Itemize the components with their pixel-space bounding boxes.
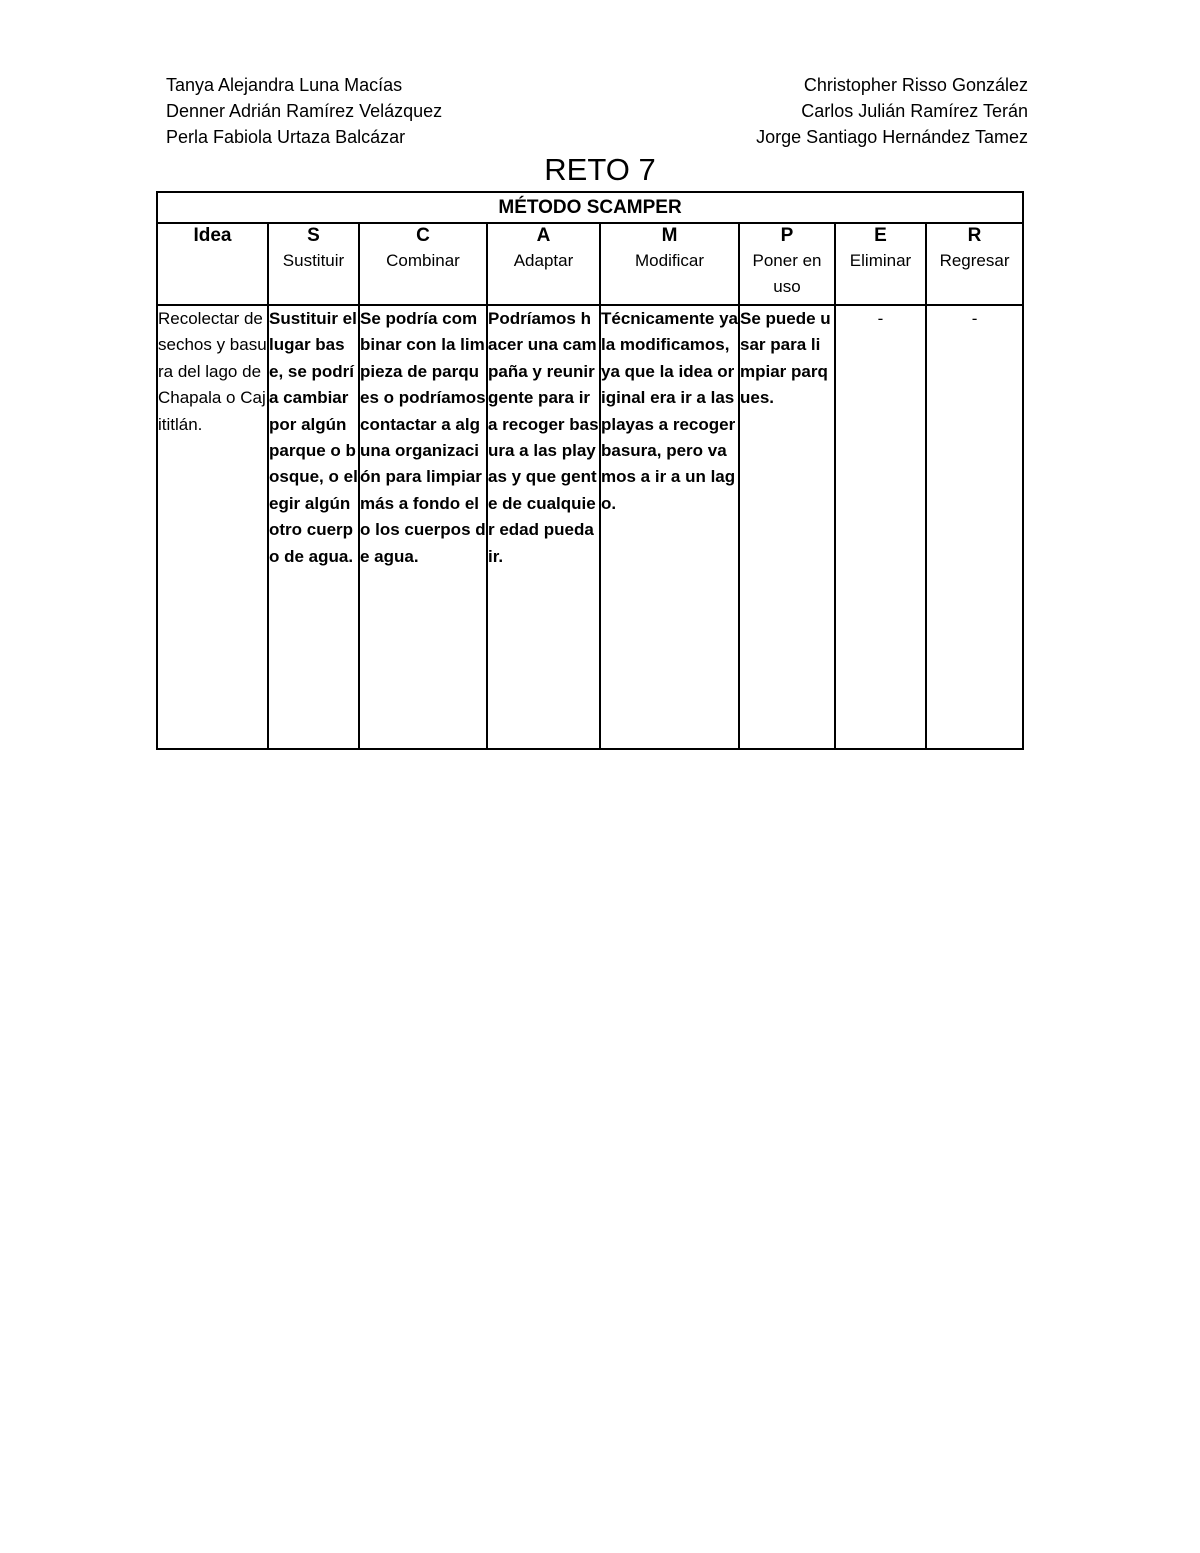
header-word: Eliminar (849, 251, 912, 270)
cell-regresar: - (926, 305, 1023, 749)
cell-idea: Recolectar desechos y basura del lago de Chapala o Cajititlán. (157, 305, 268, 749)
cell-adaptar: Podríamos hacer una campaña y reunir gente para ir a recoger basura a las playas y que gente de cualquier edad pueda ir. (487, 305, 600, 749)
header-word: Sustituir (282, 251, 345, 270)
header-word: Combinar (386, 251, 460, 270)
cell-sustituir: Sustituir el lugar base, se podría cambiar por algún parque o bosque, o elegir algún otro cuerpo de agua. (268, 305, 359, 749)
table-caption: MÉTODO SCAMPER (157, 192, 1023, 223)
cell-eliminar: - (835, 305, 926, 749)
table-header-row (157, 223, 1023, 305)
author-name: Denner Adrián Ramírez Velázquez (166, 101, 443, 121)
header-word: Regresar (939, 251, 1010, 270)
authors-left (166, 72, 442, 150)
author-name: Christopher Risso González (803, 75, 1028, 95)
page-title: RETO 7 (544, 152, 656, 187)
header-e (835, 223, 926, 305)
cell-poner-en-uso: Se puede usar para limpiar parques. (739, 305, 835, 749)
header-s (268, 223, 359, 305)
header-letter: Idea (193, 225, 232, 246)
header-a (487, 223, 600, 305)
author-name: Carlos Julián Ramírez Terán (801, 101, 1028, 121)
header-letter: S (307, 225, 320, 246)
header-r (926, 223, 1023, 305)
table-caption-row (157, 192, 1023, 223)
header-p (739, 223, 835, 305)
header-letter: M (661, 225, 678, 246)
author-name: Tanya Alejandra Luna Macías (166, 75, 403, 95)
header-letter: P (780, 225, 794, 246)
author-name: Jorge Santiago Hernández Tamez (756, 127, 1028, 147)
authors-right (756, 72, 1028, 150)
scamper-table (156, 191, 1024, 750)
header-letter: E (874, 225, 887, 246)
header-word: Modificar (635, 251, 704, 270)
header-word: Poner en uso (752, 251, 822, 296)
header-c (359, 223, 487, 305)
cell-modificar: Técnicamente ya la modificamos, ya que la idea original era ir a las playas a recoger basura, pero vamos a ir a un lago. (600, 305, 739, 749)
header-letter: C (416, 225, 430, 246)
table-row (157, 305, 1023, 749)
header-m (600, 223, 739, 305)
header-word: Adaptar (513, 251, 574, 270)
cell-combinar: Se podría combinar con la limpieza de parques o podríamos contactar a alguna organización para limpiar más a fondo el o los cuerpos de agua. (359, 305, 487, 749)
header-letter: R (967, 225, 982, 246)
author-name: Perla Fabiola Urtaza Balcázar (166, 127, 406, 147)
header-idea (157, 223, 268, 305)
header-letter: A (536, 225, 551, 246)
